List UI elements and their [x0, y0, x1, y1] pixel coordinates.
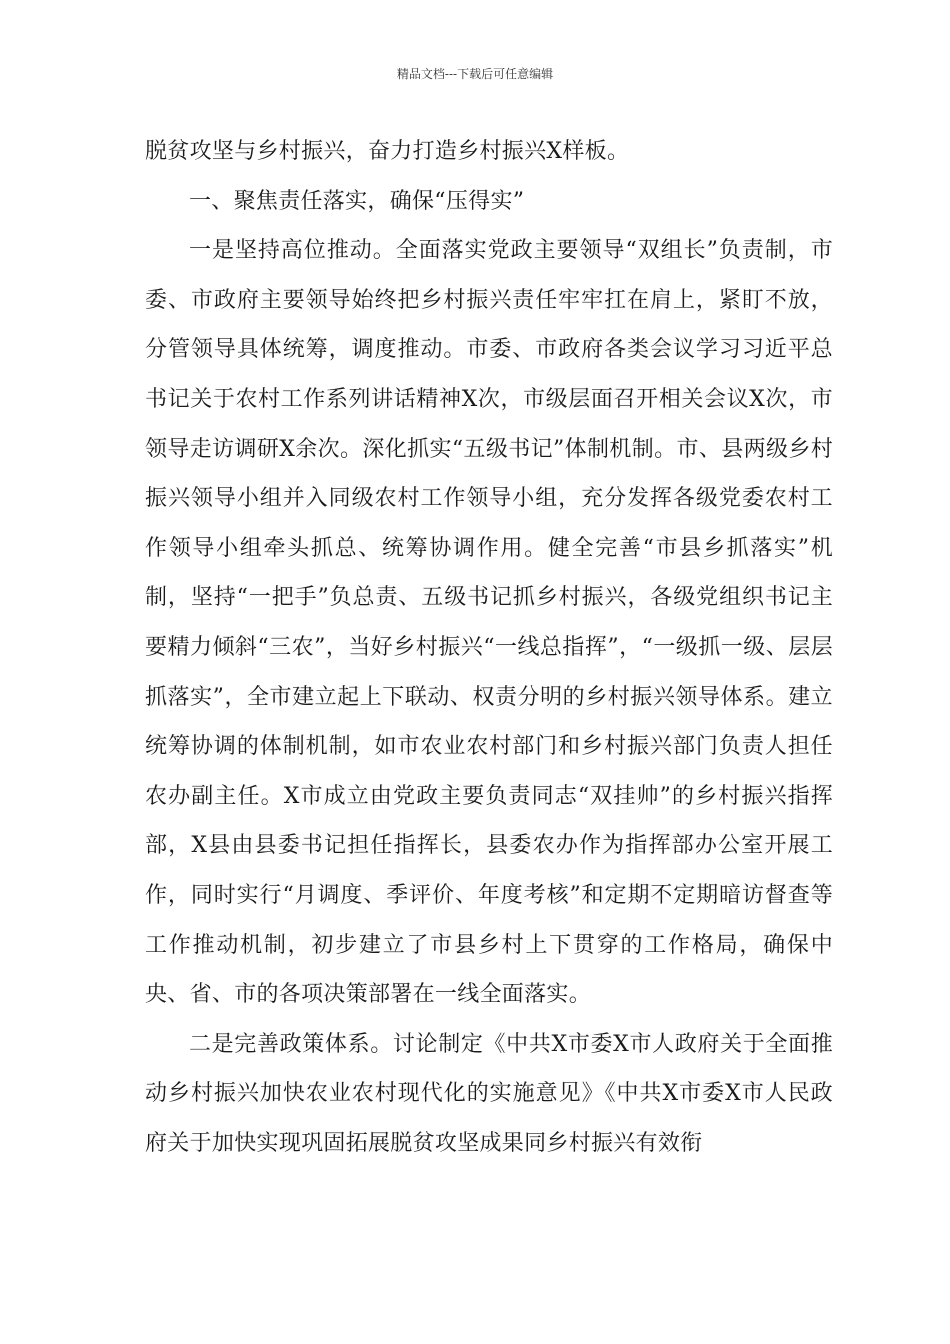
page-header: 精品文档---下载后可任意编辑	[396, 67, 554, 81]
section-heading: 一、聚焦责任落实，确保“压得实”	[189, 188, 525, 214]
document-body	[145, 127, 833, 1168]
paragraph-continuation: 脱贫攻坚与乡村振兴，奋力打造乡村振兴X样板。	[145, 139, 630, 164]
paragraph: 二是完善政策体系。讨论制定《中共X市委X市人政府关于全面推动乡村振兴加快农业农村现代化的实施意见》《中共X市委X市人民政府关于加快实现巩固拓展脱贫攻坚成果同乡村振兴有效衔	[145, 1031, 833, 1156]
paragraph: 一是坚持高位推动。全面落实党政主要领导“双组长”负责制，市委、市政府主要领导始终把乡村振兴责任牢牢扛在肩上，紧盯不放，分管领导具体统筹，调度推动。市委、市政府各类会议学习习近平总书记关于农村工作系列讲话精神X次，市级层面召开相关会议X次，市领导走访调研X余次。深化抓实“五级书记”体制机制。市、县两级乡村振兴领导小组并入同级农村工作领导小组，充分发挥各级党委农村工作领导小组牵头抓总、统筹协调作用。健全完善“市县乡抓落实”机制，坚持“一把手”负总责、五级书记抓乡村振兴，各级党组织书记主要精力倾斜“三农”，当好乡村振兴“一线总指挥”，“一级抓一级、层层抓落实”，全市建立起上下联动、权责分明的乡村振兴领导体系。建立统筹协调的体制机制，如市农业农村部门和乡村振兴部门负责人担任农办副主任。X市成立由党政主要负责同志“双挂帅”的乡村振兴指挥部，X县由县委书记担任指挥长，县委农办作为指挥部办公室开展工作，同时实行“月调度、季评价、年度考核”和定期不定期暗访督查等工作推动机制，初步建立了市县乡村上下贯穿的工作格局，确保中央、省、市的各项决策部署在一线全面落实。	[145, 238, 833, 1008]
